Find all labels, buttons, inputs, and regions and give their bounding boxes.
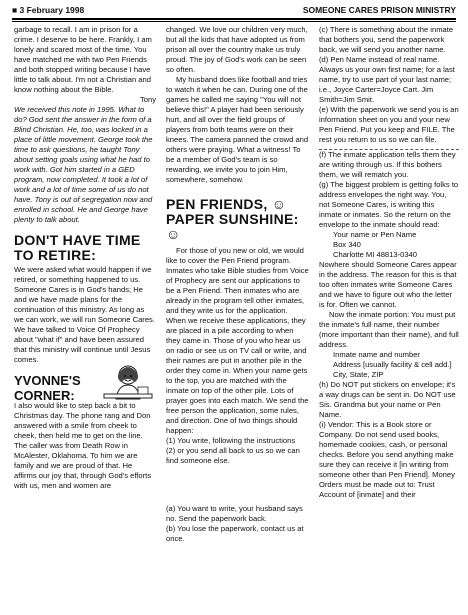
football-text: My husband does like football and tries to watch it when he can. During one of the games he called me saying "You will not believe this!" A player had been seriously hurt, and all over the field groups of players from both teams were on their knees. The camera panned the crowd and others were praying. What a witness! To be a member of God's team is so rewarding, we invite you to join Him, somewhere, somehow.: [166, 75, 309, 184]
case-d: (d) Pen Name instead of real name. Always us your own first name; for a last name, try to use part of your last name; i.e., Joyce Carter=Joyce Cart. Jim Smith=Jim Smit.: [319, 55, 455, 104]
inmate-address-line-2: Address [usually facility & cell add.]: [333, 360, 452, 369]
case-i: (i) Vendor: This is a Book store or Company. Do not send used books, homemade cookies, cash, or personal checks. Before you send anything make sure they can receive it [in writing from someone other than Pen Friend]. Money Orders must be made out to: Trust Account of [inmate] and their: [319, 420, 455, 499]
inmate-address-line-3: City, State, ZIP: [333, 370, 384, 379]
header-rule: [12, 18, 456, 20]
yvonnes-corner-header: [14, 365, 156, 401]
return-address-line-3: Charlotte MI 48813-0340: [333, 250, 418, 259]
continued-text: changed. We love our children very much, but all the kids that have adopted us from prison all over the country make us truly proud. The joy of God's work can be seen so often.: [166, 25, 308, 74]
page-date: ■ 3 February 1998: [12, 5, 85, 15]
case-h: (h) Do NOT put stickers on envelope; it's a way drugs can be sent in. Do NOT use Sis. Grandma but your name or Pen Name.: [319, 380, 456, 419]
rule-1: (1) You write, following the instructions: [166, 436, 296, 445]
inmate-portion-text: Now the inmate portion: You must put the inmate's full name, their number (more important than their name), and full address.: [319, 310, 459, 349]
column-1: [14, 25, 156, 610]
woman-at-desk-illustration: [98, 365, 156, 401]
retire-text: We were asked what would happen if we retired, or something happened to us. Someone Cares is in God's hands; He and we have made plans for the continuation of this ministry. As long as we can work, we will run Someone Cares. We have talked to Voice Of Prophecy about "what if" and have been assured that this ministry will continue until Jesus comes.: [14, 265, 155, 364]
return-address-line-1: Your name or Pen Name: [333, 230, 417, 239]
publication-name: SOMEONE CARES PRISON MINISTRY: [302, 5, 456, 15]
return-address-line-2: Box 340: [333, 240, 361, 249]
column-2: [166, 25, 309, 610]
case-f: (f) The inmate application tells them they are writing through us. If this bothers them, we will rematch you.: [319, 150, 456, 179]
case-c: (c) There is something about the inmate that bothers you, send the paperwork back, we will send you another name.: [319, 25, 454, 54]
rule-2: (2) or you send all back to us so we can find someone else.: [166, 446, 300, 465]
letter-text: garbage to recall. I am in prison for a crime. I deserve to be here. Frankly, I am lonely and scared most of the time. You have matched me with two Pen Friends and both stopped writing because I have little to talk about. I'm not a Christian and know nothing about the Bible.: [14, 25, 152, 94]
section-heading-retire: DON'T HAVE TIME TO RETIRE:: [14, 232, 141, 263]
editor-note: We received this note in 1995. What to do? God sent the answer in the form of a Blind Christian. He, too, was locked in a place of little movement. George took the time to ask questions, he taught Tony about setting goals using what he had to work with. Got him started in a GED program, now completed. It took a lot of work and a lot of time some of us do not have. Tony is out of segregation now and enrolled in school. He and George have plenty to talk about.: [14, 105, 153, 224]
letter-signature: Tony: [139, 95, 156, 104]
section-heading-pen-friends: PEN FRIENDS, ☺ PAPER SUNSHINE: ☺: [166, 196, 299, 242]
case-b: (b) You lose the paperwork, contact us at once.: [166, 524, 304, 543]
case-g: (g) The biggest problem is getting folks to address envelopes the right way. You, not Someone Cares, is writing this inmate or inmates. So the return on the envelope to the inmate should read:: [319, 180, 459, 229]
yvonne-text: I also would like to step back a bit to Christmas day. The phone rang and Don answered with a smile from cheek to cheek, then held me to get on the line. The caller was from Death Row in McAlester, Oklahoma. To him we are family and we are proud of that. He affirms our joy that, through God's efforts with us, men and women are: [14, 401, 152, 490]
pen-friend-text: For those of you new or old, we would like to cover the Pen Friend program. Inmates who take Bible studies from Voice of Prophecy are sent our applications to be a Pen Friend. Then inmates who are already in the program tell other inmates, and they write us for the application. When we receive these applications, they are placed in a pile according to when they came in. Those of you who hear us on radio or see us on TV call or write, and their names are put in another pile in the order they come in. When your name gets to the top, you are matched with the inmate on top of the other pile. Lots of prayer goes into each match. We send the free person the application, some rules, and direction. One of two things should happen:: [166, 246, 309, 435]
nowhere-text: Nowhere should Someone Cares appear in the address. The reason for this is that too often inmates write Someone Cares and we have to figure out who the letter is for. Often we cannot.: [319, 260, 457, 309]
page-header: [12, 5, 456, 17]
section-heading-yvonne: YVONNE'S CORNER:: [14, 373, 81, 403]
header-rule-thin: [12, 21, 456, 22]
case-a: (a) You want to write, your husband says no. Send the paperwork back.: [166, 504, 303, 523]
inmate-address-line-1: Inmate name and number: [333, 350, 420, 359]
case-e: (e) With the paperwork we send you is an information sheet on you and your new Pen Friend. Put you keep and FILE. The rest you return to us so we can file.: [319, 105, 459, 144]
column-3: [319, 25, 459, 610]
